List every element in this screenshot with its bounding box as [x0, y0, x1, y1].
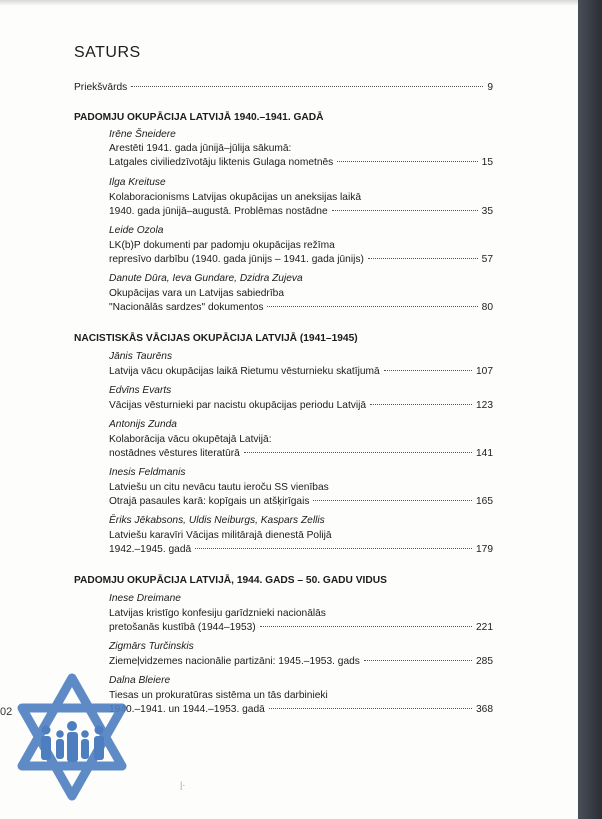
- entry-row: [109, 254, 493, 265]
- entry-title-line: Ziemeļvidzemes nacionālie partizāni: 1945.–1953. gads: [109, 656, 360, 667]
- page-number: 285: [476, 656, 493, 667]
- entry-author: Danute Dūra, Ieva Gundare, Dzidra Zujeva: [109, 273, 303, 284]
- page-number: 368: [476, 704, 493, 715]
- entry-title-line: Kolaboracionisms Latvijas okupācijas un aneksijas laikā: [109, 192, 361, 203]
- entry-row: [109, 302, 493, 313]
- left-page-number: 02: [0, 706, 13, 718]
- dot-leader: [260, 626, 472, 627]
- entry-title-line: Okupācijas vara un Latvijas sabiedrība: [109, 288, 284, 299]
- entry-author: Dalna Bleiere: [109, 675, 171, 686]
- entry-row: [109, 656, 493, 667]
- entry-row: [109, 496, 493, 507]
- entry-author: Zigmārs Turčinskis: [109, 641, 194, 652]
- dot-leader: [195, 548, 472, 549]
- entry-title-line: 1942.–1945. gadā: [109, 544, 192, 555]
- star-family-logo-icon: [12, 668, 132, 808]
- dot-leader: [364, 660, 472, 661]
- page-number: 80: [481, 302, 493, 313]
- entry-author: Antonijs Zunda: [109, 419, 177, 430]
- entry-row: [109, 206, 493, 217]
- section-heading: PADOMJU OKUPĀCIJA LATVIJĀ 1940.–1941. GADĀ: [74, 112, 324, 123]
- entry-author: Inesis Feldmanis: [109, 467, 186, 478]
- entry-title-line: Latvija vācu okupācijas laikā Rietumu vēsturnieku skatījumā: [109, 366, 380, 377]
- entry-title-line: Vācijas vēsturnieki par nacistu okupācijas periodu Latvijā: [109, 400, 367, 411]
- entry-row: [109, 704, 493, 715]
- dot-leader: [337, 161, 477, 162]
- entry-row: [109, 157, 493, 168]
- entry-author: Inese Dreimane: [109, 593, 181, 604]
- dot-leader: [269, 708, 472, 709]
- page-number: 179: [476, 544, 493, 555]
- entry-title-line: Latgales civiliedzīvotāju liktenis Gulaga nometnēs: [109, 157, 334, 168]
- preface-row: [74, 82, 493, 93]
- entry-title-line: Tiesas un prokuratūras sistēma un tās darbinieki: [109, 690, 328, 701]
- entry-row: [109, 448, 493, 459]
- preface-title: Priekšvārds: [74, 82, 128, 93]
- stray-mark: |·: [180, 780, 186, 790]
- entry-author: Ēriks Jēkabsons, Uldis Neiburgs, Kaspars Zellis: [109, 515, 325, 526]
- scan-border: [578, 0, 602, 819]
- entry-author: Leide Ozola: [109, 225, 164, 236]
- dot-leader: [370, 404, 472, 405]
- dot-leader: [368, 258, 478, 259]
- dot-leader: [244, 452, 472, 453]
- dot-leader: [313, 500, 472, 501]
- page-number: 57: [481, 254, 493, 265]
- dot-leader: [131, 86, 483, 87]
- entry-title-line: Kolaborācija vācu okupētajā Latvijā:: [109, 434, 272, 445]
- entry-row: [109, 622, 493, 633]
- page-number: 221: [476, 622, 493, 633]
- entry-author: Edvīns Evarts: [109, 385, 172, 396]
- entry-title-line: LK(b)P dokumenti par padomju okupācijas režīma: [109, 240, 335, 251]
- entry-title-line: represīvo darbību (1940. gada jūnijs – 1941. gada jūnijs): [109, 254, 364, 265]
- page-edge-shadow: [0, 0, 578, 6]
- entry-row: [109, 400, 493, 411]
- entry-title-line: Latviešu karavīri Vācijas militārajā dienestā Polijā: [109, 530, 332, 541]
- family-figures-icon: [41, 721, 104, 762]
- entry-title-line: Latviešu un citu nevācu tautu ieroču SS vienības: [109, 482, 329, 493]
- entry-title-line: 1940. gada jūnijā–augustā. Problēmas nostādne: [109, 206, 328, 217]
- entry-row: [109, 366, 493, 377]
- entry-title-line: Latvijas kristīgo konfesiju garīdznieki nacionālās: [109, 608, 326, 619]
- entry-title-line: nostādnes vēstures literatūrā: [109, 448, 240, 459]
- page-number: 15: [481, 157, 493, 168]
- entry-title-line: "Nacionālās sardzes" dokumentos: [109, 302, 264, 313]
- page-number: 141: [476, 448, 493, 459]
- section-heading: NACISTISKĀS VĀCIJAS OKUPĀCIJA LATVIJĀ (1941–1945): [74, 333, 358, 344]
- entry-author: Jānis Taurēns: [109, 351, 173, 362]
- dot-leader: [332, 210, 478, 211]
- page-number: 165: [476, 496, 493, 507]
- contents-title: SATURS: [74, 44, 141, 61]
- page-number: 107: [476, 366, 493, 377]
- page-number: 35: [481, 206, 493, 217]
- dot-leader: [384, 370, 472, 371]
- entry-title-line: 1940.–1941. un 1944.–1953. gadā: [109, 704, 265, 715]
- entry-row: [109, 544, 493, 555]
- entry-author: Irēne Šneidere: [109, 129, 176, 140]
- entry-title-line: Otrajā pasaules karā: kopīgais un atšķirīgais: [109, 496, 310, 507]
- entry-author: Ilga Kreituse: [109, 177, 166, 188]
- page-number: 9: [487, 82, 493, 93]
- section-heading: PADOMJU OKUPĀCIJA LATVIJĀ, 1944. GADS – 50. GADU VIDUS: [74, 575, 387, 586]
- entry-title-line: pretošanās kustībā (1944–1953): [109, 622, 256, 633]
- dot-leader: [267, 306, 477, 307]
- entry-title-line: Arestēti 1941. gada jūnijā–jūlija sākumā:: [109, 143, 292, 154]
- page-number: 123: [476, 400, 493, 411]
